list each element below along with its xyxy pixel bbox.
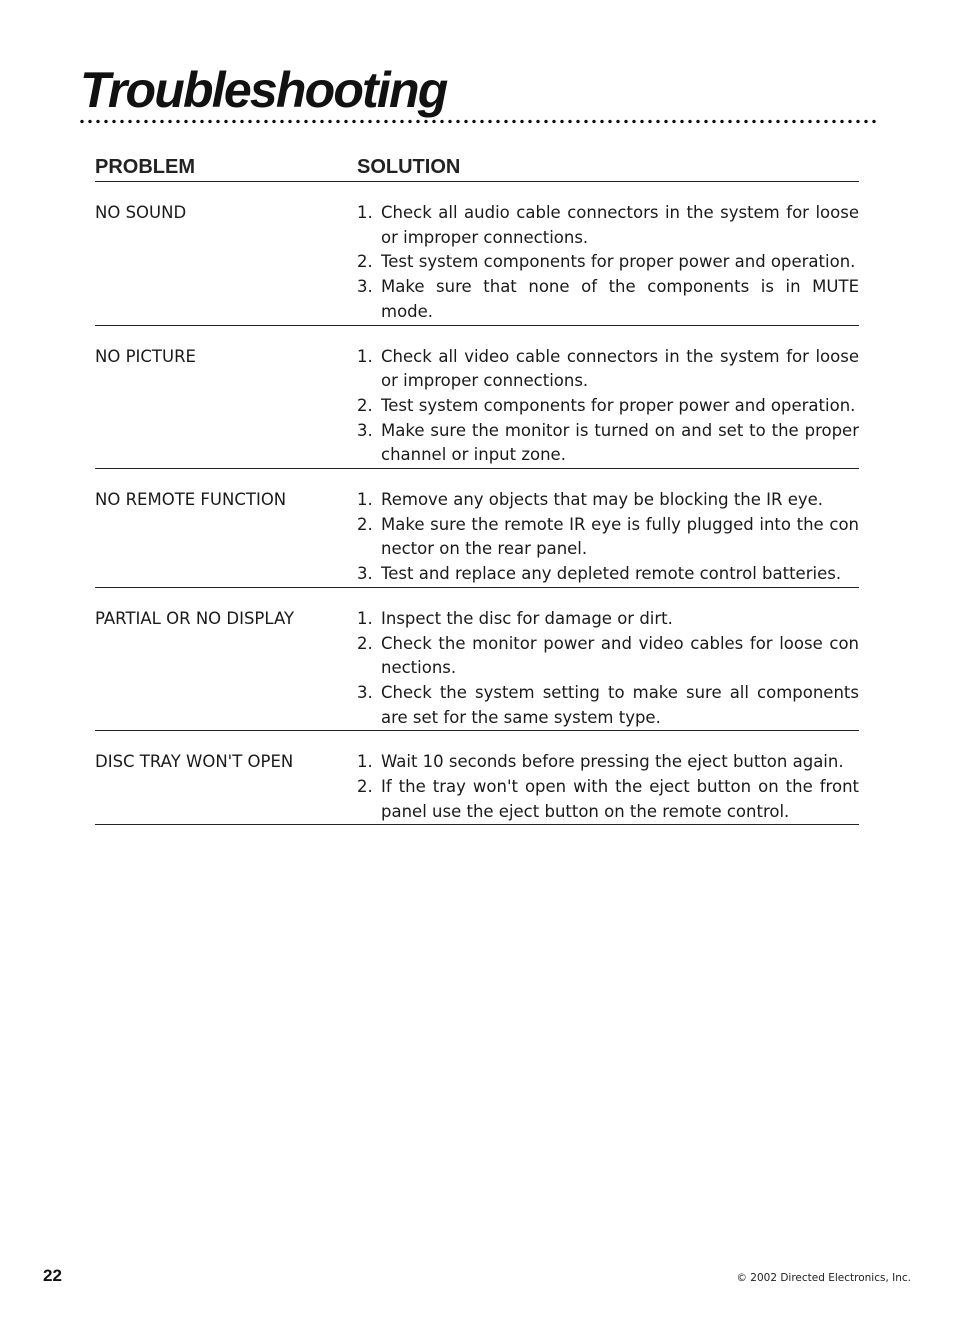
problem-cell: NO REMOTE FUNCTION (95, 490, 287, 510)
solution-text: Remove any objects that may be blocking the IR eye. (381, 490, 824, 510)
table-header (95, 152, 859, 182)
solution-item (357, 488, 859, 513)
solution-number: 2. (357, 252, 373, 272)
solution-text: Check the monitor power and video cables for loose con nections. (381, 633, 859, 678)
table-row (95, 469, 859, 588)
solution-item (357, 513, 859, 562)
page-title: Troubleshooting (80, 62, 447, 118)
solution-item (357, 632, 859, 681)
solution-item (357, 394, 859, 419)
solution-list (357, 345, 859, 469)
solution-text: Test system components for proper power and operation. (381, 395, 856, 415)
solution-text: Test system components for proper power and operation. (381, 252, 856, 272)
solution-text: Make sure that none of the components is in MUTE mode. (381, 277, 859, 321)
solution-number: 1. (357, 490, 373, 510)
table-row (95, 731, 859, 825)
solution-number: 2. (357, 514, 373, 534)
solution-number: 2. (357, 633, 373, 653)
dotted-divider (78, 119, 878, 124)
solution-number: 2. (357, 777, 373, 797)
solution-number: 3. (357, 277, 373, 297)
column-header-solution: SOLUTION (357, 156, 461, 178)
solution-list (357, 607, 859, 731)
column-header-problem: PROBLEM (95, 156, 195, 178)
solution-text: Wait 10 seconds before pressing the eject button again. (381, 752, 844, 772)
solution-text: Check the system setting to make sure all components are set for the same system type. (381, 682, 859, 727)
table-row (95, 182, 859, 326)
solution-list (357, 750, 859, 824)
solution-item (357, 419, 859, 468)
problem-cell: DISC TRAY WON'T OPEN (95, 752, 294, 772)
solution-list (357, 488, 859, 587)
solution-item (357, 562, 859, 587)
solution-number: 3. (357, 682, 373, 702)
solution-number: 3. (357, 420, 373, 440)
solution-item (357, 275, 859, 324)
solution-item (357, 750, 859, 775)
solution-item (357, 250, 859, 275)
solution-number: 1. (357, 203, 373, 222)
table-row (95, 326, 859, 470)
solution-text: Make sure the remote IR eye is fully plugged into the con nector on the rear panel. (381, 514, 859, 559)
solution-text: Check all video cable connectors in the system for loose or improper connections. (381, 346, 859, 391)
table-row (95, 588, 859, 732)
solution-number: 1. (357, 752, 373, 772)
solution-list (357, 201, 859, 325)
page-number: 22 (43, 1266, 62, 1285)
solution-item (357, 681, 859, 730)
solution-item (357, 775, 859, 824)
solution-text: If the tray won't open with the eject button on the front panel use the eject button on the remote control. (381, 777, 859, 821)
problem-cell: NO SOUND (95, 203, 187, 222)
problem-cell: NO PICTURE (95, 346, 196, 366)
solution-number: 3. (357, 564, 373, 584)
problem-cell: PARTIAL OR NO DISPLAY (95, 608, 295, 628)
troubleshooting-table (95, 152, 859, 825)
solution-item (357, 345, 859, 394)
solution-text: Make sure the monitor is turned on and set to the proper channel or input zone. (381, 420, 859, 465)
solution-number: 2. (357, 395, 373, 415)
solution-text: Test and replace any depleted remote control batteries. (381, 564, 842, 584)
solution-item (357, 607, 859, 632)
solution-number: 1. (357, 608, 373, 628)
solution-number: 1. (357, 346, 373, 366)
solution-text: Inspect the disc for damage or dirt. (381, 608, 673, 628)
solution-text: Check all audio cable connectors in the system for loose or improper connections. (381, 203, 859, 247)
solution-item (357, 201, 859, 250)
copyright-notice: © 2002 Directed Electronics, Inc. (736, 1272, 911, 1284)
